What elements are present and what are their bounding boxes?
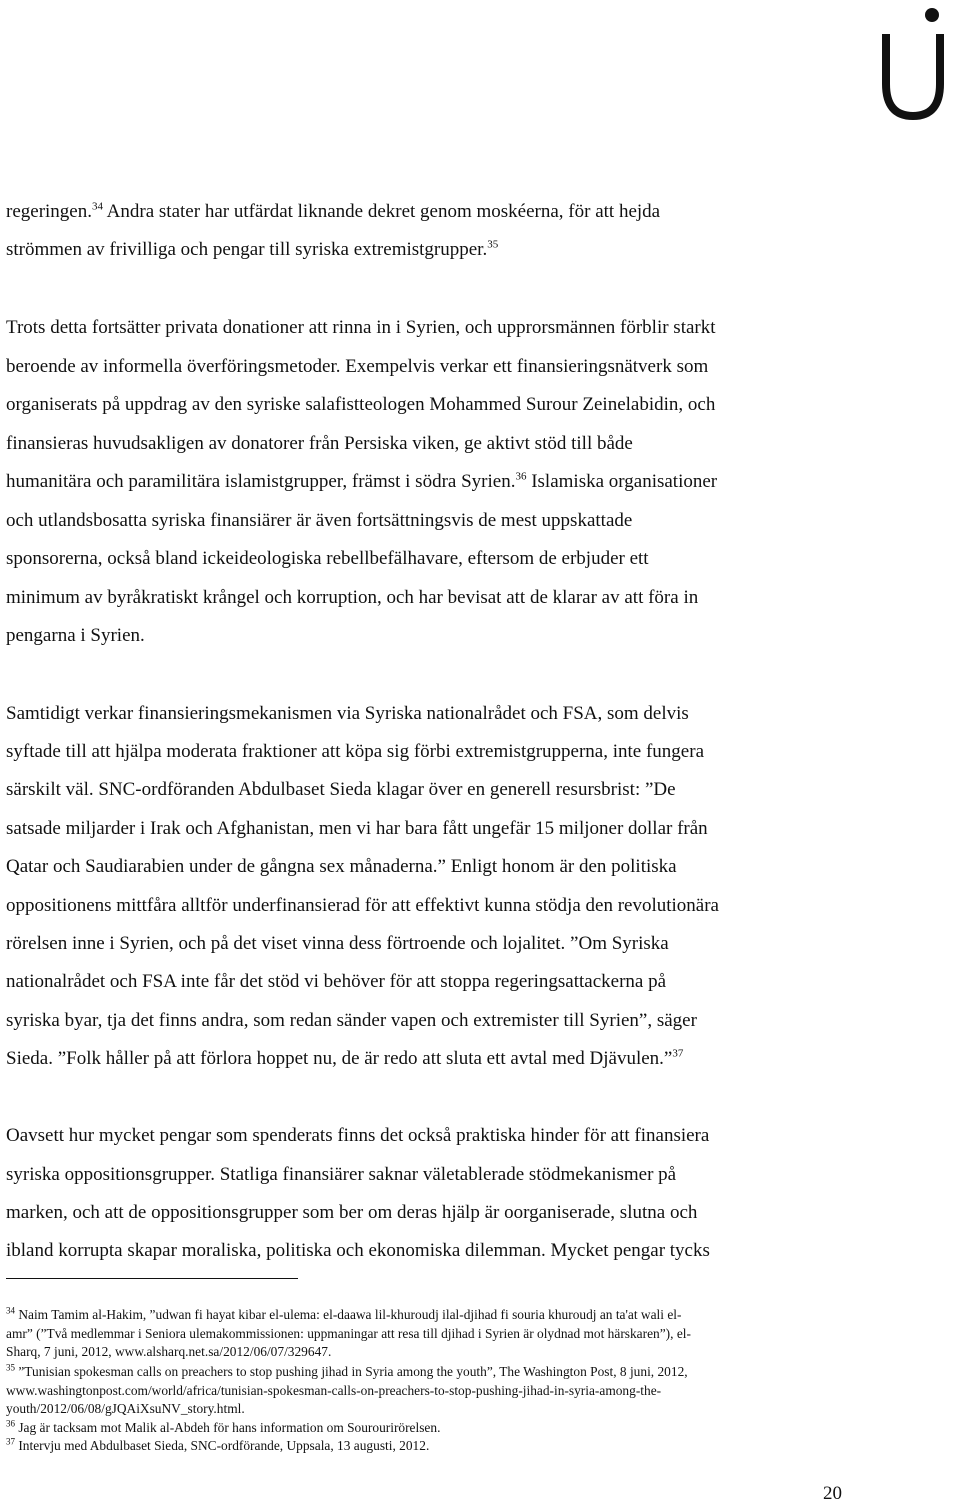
body-line: organiserats på uppdrag av den syriske salafistteologen Mohammed Surour Zeinelabidin, och [6, 394, 716, 415]
footnote-line: Sharq, 7 juni, 2012, www.alsharq.net.sa/2012/06/07/329647. [6, 1344, 332, 1359]
body-line: syftade till att hjälpa moderata fraktioner att köpa sig förbi extremistgrupperna, inte fungera [6, 741, 704, 762]
body-line: marken, och att de oppositionsgrupper som ber om deras hjälp är oorganiserade, slutna och [6, 1202, 698, 1223]
footnote-35: $^{35}$ ”Tunisian spokesman calls on preachers to stop pushing jihad in Syria among the youth”, The Washington Post, 8 juni, 2012, [6, 1362, 688, 1379]
body-line: beroende av informella överföringsmetoder. Exempelvis verkar ett finansieringsnätverk som [6, 356, 709, 377]
body-line: finansieras huvudsakligen av donatorer från Persiska viken, ge aktivt stöd till både [6, 433, 633, 454]
body-line: satsade miljarder i Irak och Afghanistan, men vi har bara fått ungefär 15 miljoner dollar från [6, 818, 708, 839]
footnote-36: $^{36}$ Jag är tacksam mot Malik al-Abdeh för hans information om Sourourirörelsen. [6, 1418, 441, 1435]
body-line: humanitära och paramilitära islamistgrupper, främst i södra Syrien.$^{36}$ Islamiska organisationer [6, 470, 718, 492]
body-line: särskilt väl. SNC-ordföranden Abdulbaset Sieda klagar över en generell resursbrist: ”De [6, 779, 676, 800]
body-line: strömmen av frivilliga och pengar till syriska extremistgrupper.$^{35}$ [6, 238, 499, 260]
footnote-line: www.washingtonpost.com/world/africa/tunisian-spokesman-calls-on-preachers-to-stop-pushing-jihad-in-syria-among-the- [6, 1383, 662, 1398]
footnote-separator [6, 1278, 298, 1279]
body-line: Sieda. ”Folk håller på att förlora hoppet nu, de är redo att sluta ett avtal med Djävulen.”$^{37}$ [6, 1047, 684, 1069]
body-line: pengarna i Syrien. [6, 625, 145, 646]
footnote-line: amr” (”Två medlemmar i Seniora ulemakommissionen: uppmaningar att resa till djihad i Syrien är olydnad mot härskaren”), el- [6, 1326, 691, 1341]
body-line: ibland korrupta skapar moraliska, politiska och ekonomiska dilemman. Mycket pengar tycks [6, 1240, 710, 1261]
body-line: Oavsett hur mycket pengar som spenderats finns det också praktiska hinder för att finansiera [6, 1125, 710, 1146]
body-line: nationalrådet och FSA inte får det stöd vi behöver för att stoppa regeringsattackerna på [6, 971, 667, 992]
body-line: regeringen.$^{34}$ Andra stater har utfärdat liknande dekret genom moskéerna, för att hejda [6, 200, 661, 222]
footnote-line: youth/2012/06/08/gJQAiXsuNV_story.html. [6, 1401, 245, 1416]
logo-dot-icon [925, 8, 939, 22]
footnote-ref: 37 [672, 1047, 684, 1060]
page-number: 20 [823, 1483, 842, 1504]
body-line: sponsorerna, också bland ickeideologiska rebellbefälhavare, eftersom de erbjuder ett [6, 548, 649, 569]
body-line: syriska oppositionsgrupper. Statliga finansiärer saknar väletablerade stödmekanismer på [6, 1164, 677, 1185]
footnote-ref: 35 [487, 238, 499, 251]
u-umlaut-logo [878, 4, 948, 122]
body-line: och utlandsbosatta syriska finansiärer är även fortsättningsvis de mest uppskattade [6, 510, 633, 531]
footnote-37: $^{37}$ Intervju med Abdulbaset Sieda, SNC-ordförande, Uppsala, 13 augusti, 2012. [6, 1436, 430, 1453]
body-line: minimum av byråkratiskt krångel och korruption, och har bevisat att de klarar av att föra in [6, 587, 699, 608]
body-line: oppositionens mittfåra alltför underfinansierad för att effektivt kunna stödja den revolutionära [6, 895, 719, 916]
footnote-34: $^{34}$ Naim Tamim al-Hakim, ”udwan fi hayat kibar el-ulema: el-daawa lil-khuroudj ilal-djihad fi souria khuroudj an ta'at wali el- [6, 1305, 682, 1322]
footnote-ref: 36 [515, 470, 527, 483]
body-line: Qatar och Saudiarabien under de gångna sex månaderna.” Enligt honom är den politiska [6, 856, 677, 877]
body-line: rörelsen inne i Syrien, och på det viset vinna dess förtroende och lojalitet. ”Om Syriska [6, 933, 669, 954]
body-line: Samtidigt verkar finansieringsmekanismen via Syriska nationalrådet och FSA, som delvis [6, 703, 689, 724]
footnote-ref: 34 [91, 200, 103, 213]
body-line: syriska byar, tja det finns andra, som redan sänder vapen och extremister till Syrien”, säger [6, 1010, 697, 1031]
body-line: Trots detta fortsätter privata donationer att rinna in i Syrien, och upprorsmännen förblir starkt [6, 317, 716, 338]
logo-u-shape-icon [886, 34, 940, 116]
